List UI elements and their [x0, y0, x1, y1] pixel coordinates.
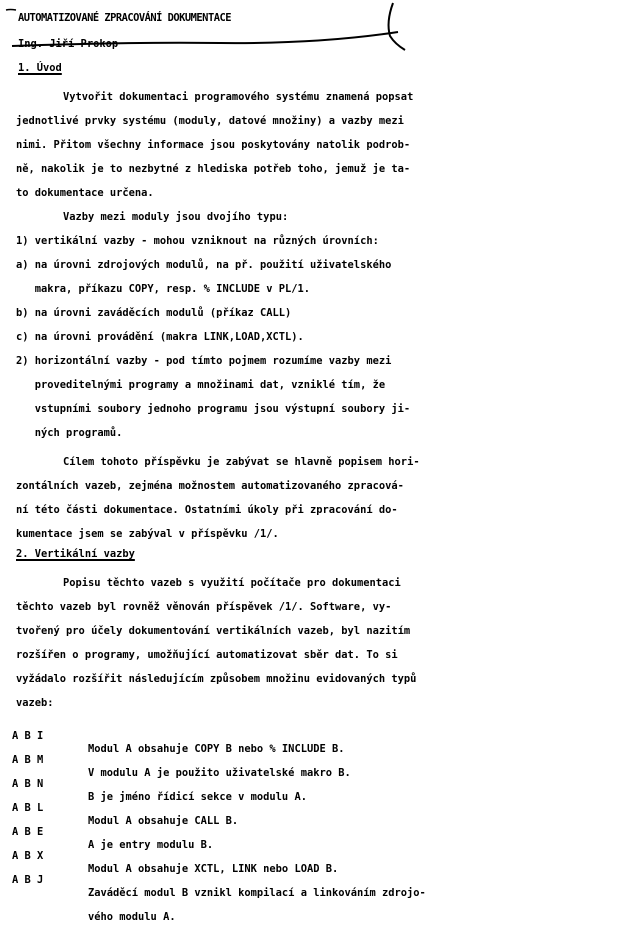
list-item: proveditelnými programy a množinami dat, vzniklé tím, že — [16, 379, 386, 391]
list-item: makra, příkazu COPY, resp. % INCLUDE v PL/1. — [16, 283, 311, 295]
list-item: 2) horizontální vazby - pod tímto pojmem rozumíme vazby mezi — [16, 355, 392, 367]
text-line: kumentace jsem se zabýval v příspěvku /1/. — [16, 528, 279, 540]
text-line: nimi. Přitom všechny informace jsou poskytovány natolik podrob- — [16, 139, 411, 151]
list-item: ných programů. — [16, 427, 123, 439]
section-2-heading: 2. Vertikální vazby — [16, 548, 135, 560]
text-line: tvořený pro účely dokumentování vertikálních vazeb, byl nazitím — [16, 625, 411, 637]
code-cell: A B L — [12, 802, 44, 814]
code-cell: A B N — [12, 778, 44, 790]
table-row — [12, 885, 176, 937]
description-cell: A je entry modulu B. — [88, 839, 214, 851]
text-line: to dokumentace určena. — [16, 187, 154, 199]
description-cell: Modul A obsahuje COPY B nebo % INCLUDE B. — [88, 743, 345, 755]
text-line: jednotlivé prvky systému (moduly, datové množiny) a vazby mezi — [16, 115, 404, 127]
text-line: těchto vazeb byl rovněž věnován příspěvek /1/. Software, vy- — [16, 601, 392, 613]
document-title: AUTOMATIZOVANÉ ZPRACOVÁNÍ DOKUMENTACE — [18, 12, 231, 24]
text-line: Vytvořit dokumentaci programového systému znamená popsat — [63, 91, 414, 103]
list-item: vstupními soubory jednoho programu jsou výstupní soubory ji- — [16, 403, 411, 415]
section-1-heading: 1. Úvod — [18, 62, 62, 74]
description-cell: Modul A obsahuje XCTL, LINK nebo LOAD B. — [88, 863, 339, 875]
text-line: ně, nakolik je to nezbytné z hlediska potřeb toho, jemuž je ta- — [16, 163, 411, 175]
text-line: Cílem tohoto příspěvku je zabývat se hlavně popisem hori- — [63, 456, 420, 468]
description-cell: B je jméno řídicí sekce v modulu A. — [88, 791, 307, 803]
description-cell: V modulu A je použito uživatelské makro B. — [88, 767, 351, 779]
code-cell: A B X — [12, 850, 44, 862]
list-item: c) na úrovni provádění (makra LINK,LOAD,XCTL). — [16, 331, 304, 343]
bracket-stroke — [389, 3, 405, 50]
code-cell: A B E — [12, 826, 44, 838]
code-cell: A B I — [12, 730, 44, 742]
description-cell: Modul A obsahuje CALL B. — [88, 815, 239, 827]
list-item: 1) vertikální vazby - mohou vzniknout na různých úrovních: — [16, 235, 379, 247]
list-item: a) na úrovni zdrojových modulů, na př. použití uživatelského — [16, 259, 392, 271]
author-name: Ing. Jiří Prokop — [18, 38, 119, 50]
text-line: zontálních vazeb, zejména možnostem automatizovaného zpracová- — [16, 480, 404, 492]
text-line: rozšířen o programy, umožňující automatizovat sběr dat. To si — [16, 649, 398, 661]
section-1-intro: Vazby mezi moduly jsou dvojího typu: — [63, 211, 289, 223]
description-cell: vého modulu A. — [88, 911, 176, 923]
list-item: b) na úrovni zaváděcích modulů (příkaz CALL) — [16, 307, 292, 319]
text-line: Popisu těchto vazeb s využití počítače pro dokumentaci — [63, 577, 401, 589]
text-line: ní této části dokumentace. Ostatními úkoly při zpracování do- — [16, 504, 398, 516]
code-cell: A B M — [12, 754, 44, 766]
text-line: vazeb: — [16, 697, 54, 709]
code-cell: A B J — [12, 874, 44, 886]
description-cell: Zaváděcí modul B vznikl kompilací a linkováním zdrojo- — [88, 887, 426, 899]
text-line: vyžádalo rozšířit následujícím způsobem množinu evidovaných typů — [16, 673, 417, 685]
